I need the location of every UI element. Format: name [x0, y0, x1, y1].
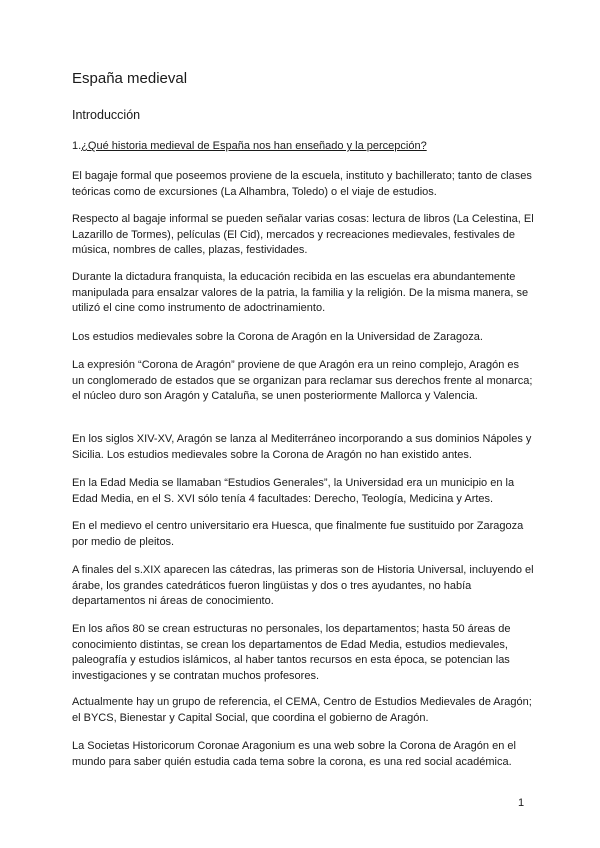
- paragraph: Durante la dictadura franquista, la educación recibida en las escuelas era abundantemente manipulada para ensalzar valores de la patria, la familia y la religión. De la misma manera, se utilizó el cine como instrumento de adoctrinamiento.: [72, 271, 529, 314]
- section-heading: Introducción: [72, 108, 141, 122]
- paragraph: La Societas Historicorum Coronae Aragonium es una web sobre la Corona de Aragón en el mundo para saber quién estudia cada tema sobre la corona, es una red social académica.: [72, 740, 516, 768]
- question-number: 1.: [72, 140, 82, 152]
- paragraph: En el medievo el centro universitario era Huesca, que finalmente fue sustituido por Zaragoza por medio de pleitos.: [72, 520, 524, 548]
- paragraph: En la Edad Media se llamaban “Estudios Generales”, la Universidad era un municipio en la Edad Media, en el S. XVI sólo tenía 4 facultades: Derecho, Teología, Medicina y Artes.: [72, 477, 515, 505]
- paragraph: La expresión “Corona de Aragón” proviene de que Aragón era un reino complejo, Aragón es un conglomerado de estados que se organizan para reclamar sus derechos frente al monarca; el núcleo duro son Aragón y Cataluña, se unen posteriormente Mallorca y Valencia.: [72, 359, 533, 402]
- paragraph: En los años 80 se crean estructuras no personales, los departamentos; hasta 50 áreas de conocimiento distintas, se crean los departamentos de Edad Media, estudios medievales, paleografía y estudios islámicos, al haber tantos recursos en esta época, se potencian las investigaciones y se contratan muchos profesores.: [72, 623, 511, 682]
- question-text: ¿Qué historia medieval de España nos han enseñado y la percepción?: [81, 140, 427, 152]
- document-title: España medieval: [72, 70, 188, 87]
- paragraph: Actualmente hay un grupo de referencia, el CEMA, Centro de Estudios Medievales de Aragón; el BYCS, Bienestar y Capital Social, que coordina el gobierno de Aragón.: [72, 696, 532, 724]
- paragraph: El bagaje formal que poseemos proviene de la escuela, instituto y bachillerato; tanto de clases teóricas como de excursiones (La Alhambra, Toledo) o el viaje de estudios.: [72, 170, 532, 198]
- question-heading: [72, 140, 427, 152]
- paragraph: Los estudios medievales sobre la Corona de Aragón en la Universidad de Zaragoza.: [72, 331, 483, 343]
- paragraph: Respecto al bagaje informal se pueden señalar varias cosas: lectura de libros (La Celestina, El Lazarillo de Tormes), películas (El Cid), mercados y recreaciones medievales, festivales de música, nombres de calles, plazas, festividades.: [72, 213, 534, 256]
- paragraph: A finales del s.XIX aparecen las cátedras, las primeras son de Historia Universal, incluyendo el árabe, los grandes catedráticos fueron lingüistas y dos o tres ayudantes, no había departamentos ni áreas de conocimiento.: [72, 564, 534, 607]
- paragraph: En los siglos XIV-XV, Aragón se lanza al Mediterráneo incorporando a sus dominios Nápoles y Sicilia. Los estudios medievales sobre la Corona de Aragón no han existido antes.: [72, 433, 532, 461]
- page-number: 1: [518, 797, 525, 809]
